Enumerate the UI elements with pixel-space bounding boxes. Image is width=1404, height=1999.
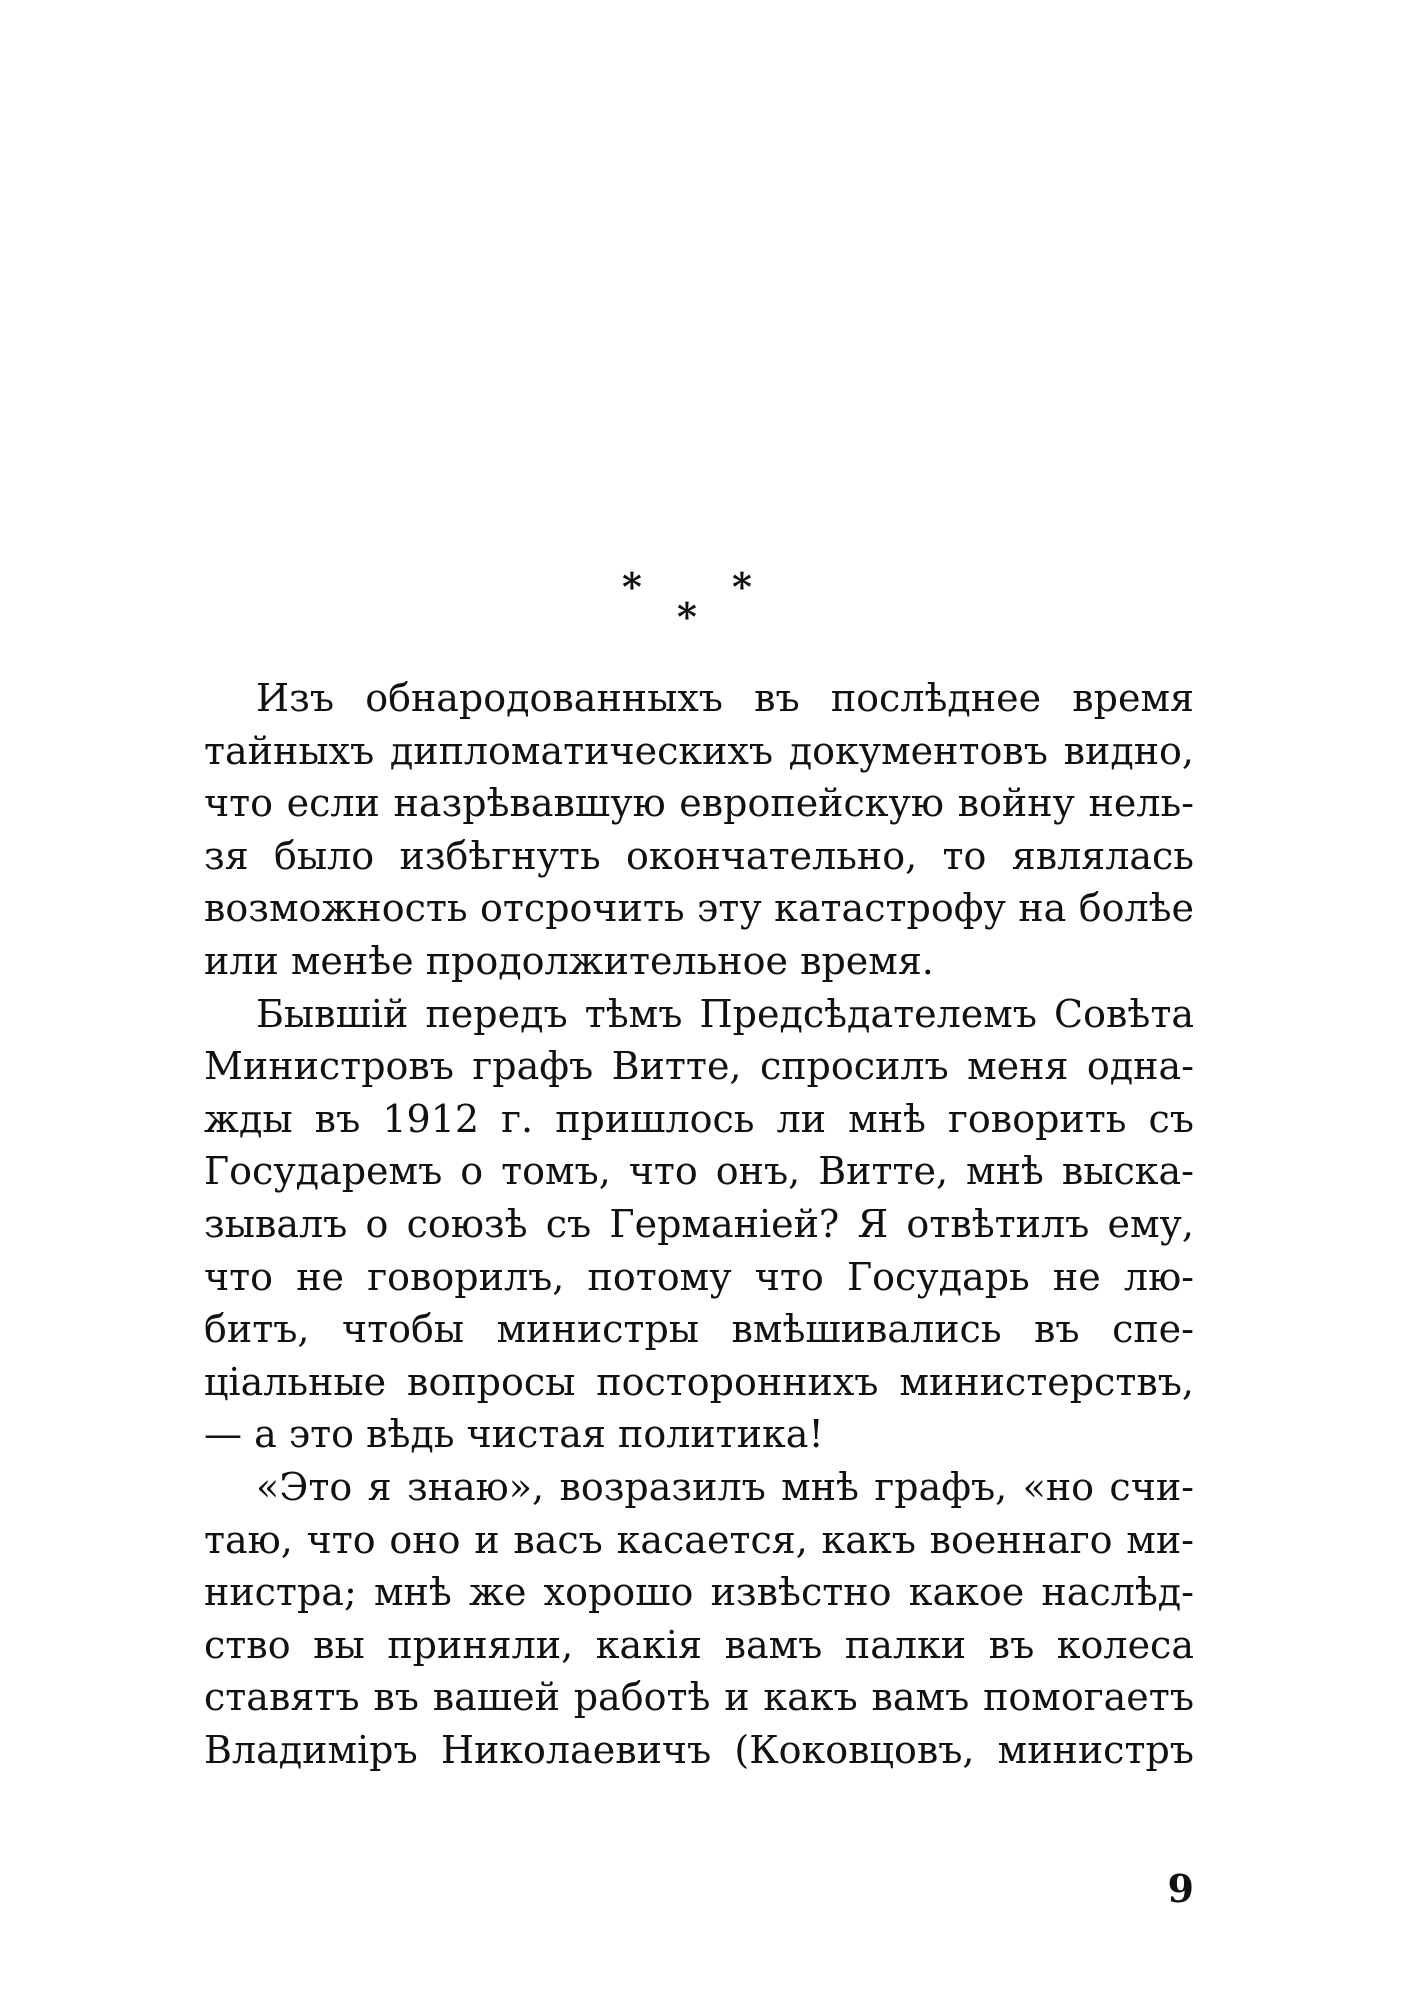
text-line: что если назрѣвавшую европейскую войну нель- (204, 781, 1194, 826)
text-line: тайныхъ дипломатическихъ документовъ видно, (204, 728, 1194, 773)
text-line: Государемъ о томъ, что онъ, Витте, мнѣ выска- (204, 1149, 1194, 1194)
text-line: зывалъ о союзѣ съ Германіей? Я отвѣтилъ ему, (204, 1201, 1194, 1246)
text-line: что не говорилъ, потому что Государь не лю- (204, 1254, 1194, 1299)
text-line: Министровъ графъ Витте, спросилъ меня одна- (204, 1044, 1194, 1089)
text-line: зя было избѣгнуть окончательно, то являлась (204, 833, 1194, 878)
text-line: битъ, чтобы министры вмѣшивались въ спе- (204, 1307, 1194, 1352)
text-line: Изъ обнародованныхъ въ послѣднее время (256, 676, 1194, 720)
asterisk-mark: * (622, 564, 642, 609)
text-line: ство вы приняли, какія вамъ палки въ колеса (204, 1622, 1194, 1667)
text-line: — а это вѣдь чистая политика! (204, 1412, 824, 1457)
section-asterism (600, 564, 780, 648)
text-line: Бывшій передъ тѣмъ Предсѣдателемъ Совѣта (256, 991, 1194, 1036)
asterisk-mark: * (677, 594, 697, 639)
text-line: ставятъ въ вашей работѣ и какъ вамъ помогаетъ (204, 1675, 1194, 1720)
text-line: нистра; мнѣ же хорошо извѣстно какое наслѣд- (204, 1570, 1194, 1615)
text-line: или менѣе продолжительное время. (204, 938, 934, 983)
text-line: ціальные вопросы постороннихъ министерствъ, (204, 1359, 1194, 1404)
page-number: 9 (1167, 1866, 1194, 1911)
text-line: жды въ 1912 г. пришлось ли мнѣ говорить съ (204, 1096, 1194, 1141)
text-line: таю, что оно и васъ касается, какъ военнаго ми- (204, 1517, 1194, 1562)
body-text (204, 672, 1194, 1776)
text-line: Владиміръ Николаевичъ (Коковцовъ, министръ (204, 1727, 1194, 1772)
text-line: возможность отсрочить эту катастрофу на болѣе (204, 886, 1194, 931)
text-line: «Это я знаю», возразилъ мнѣ графъ, «но счи- (256, 1464, 1194, 1509)
asterisk-mark: * (732, 564, 752, 609)
